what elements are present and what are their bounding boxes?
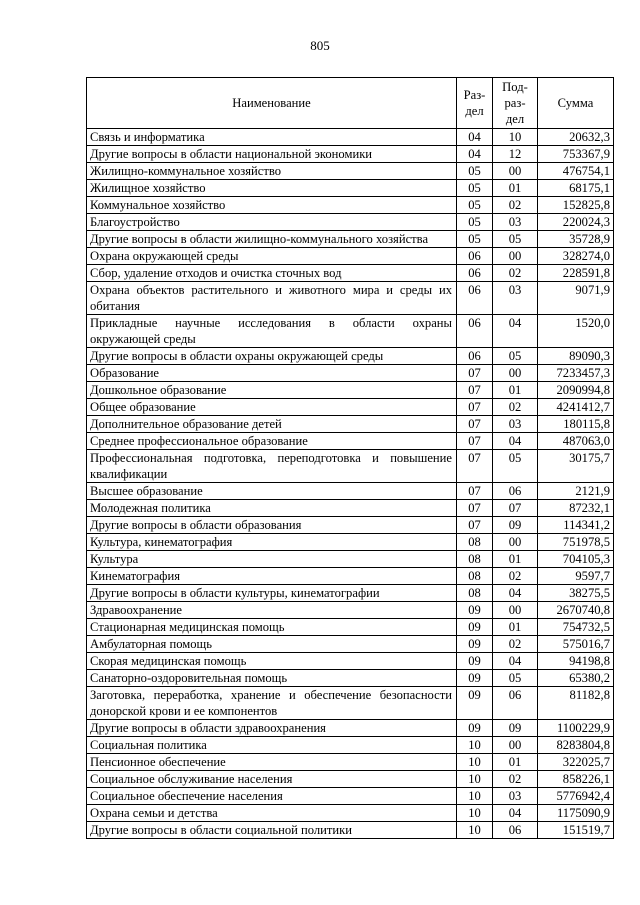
razdel-cell: 07 — [457, 433, 493, 450]
name-cell: Жилищно-коммунальное хозяйство — [87, 163, 457, 180]
podrazdel-cell: 02 — [493, 265, 538, 282]
podrazdel-cell: 00 — [493, 534, 538, 551]
table-row — [87, 737, 614, 754]
sum-cell: 9071,9 — [538, 282, 614, 315]
razdel-cell: 10 — [457, 771, 493, 788]
razdel-cell: 04 — [457, 146, 493, 163]
podrazdel-cell: 01 — [493, 619, 538, 636]
name-cell: Заготовка, переработка, хранение и обеспечение безопасности донорской крови и ее компонентов — [87, 687, 457, 720]
podrazdel-cell: 03 — [493, 416, 538, 433]
sum-cell: 114341,2 — [538, 517, 614, 534]
razdel-cell: 05 — [457, 214, 493, 231]
name-cell: Охрана окружающей среды — [87, 248, 457, 265]
table-row — [87, 282, 614, 315]
table-row — [87, 214, 614, 231]
table-row — [87, 822, 614, 839]
header-razdel — [457, 78, 493, 129]
podrazdel-cell: 09 — [493, 720, 538, 737]
razdel-cell: 07 — [457, 382, 493, 399]
name-cell: Скорая медицинская помощь — [87, 653, 457, 670]
sum-cell: 751978,5 — [538, 534, 614, 551]
table-row — [87, 636, 614, 653]
table-body — [87, 129, 614, 839]
name-cell: Другие вопросы в области охраны окружающей среды — [87, 348, 457, 365]
table-row — [87, 163, 614, 180]
name-cell: Культура — [87, 551, 457, 568]
razdel-cell: 05 — [457, 197, 493, 214]
razdel-cell: 09 — [457, 720, 493, 737]
sum-cell: 30175,7 — [538, 450, 614, 483]
podrazdel-cell: 02 — [493, 399, 538, 416]
name-cell: Другие вопросы в области культуры, кинематографии — [87, 585, 457, 602]
podrazdel-cell: 00 — [493, 602, 538, 619]
sum-cell: 1175090,9 — [538, 805, 614, 822]
name-cell: Другие вопросы в области образования — [87, 517, 457, 534]
sum-cell: 20632,3 — [538, 129, 614, 146]
razdel-cell: 09 — [457, 670, 493, 687]
page-number: 805 — [310, 38, 330, 53]
name-cell: Стационарная медицинская помощь — [87, 619, 457, 636]
table-row — [87, 754, 614, 771]
table-row — [87, 805, 614, 822]
table-row — [87, 146, 614, 163]
podrazdel-cell: 01 — [493, 551, 538, 568]
razdel-cell: 08 — [457, 534, 493, 551]
table-row — [87, 771, 614, 788]
table-row — [87, 687, 614, 720]
sum-cell: 7233457,3 — [538, 365, 614, 382]
podrazdel-cell: 09 — [493, 517, 538, 534]
podrazdel-cell: 03 — [493, 282, 538, 315]
table-row — [87, 534, 614, 551]
sum-cell: 38275,5 — [538, 585, 614, 602]
sum-cell: 2670740,8 — [538, 602, 614, 619]
sum-cell: 152825,8 — [538, 197, 614, 214]
podrazdel-cell: 02 — [493, 568, 538, 585]
sum-cell: 4241412,7 — [538, 399, 614, 416]
razdel-cell: 05 — [457, 231, 493, 248]
podrazdel-cell: 05 — [493, 231, 538, 248]
sum-cell: 180115,8 — [538, 416, 614, 433]
podrazdel-cell: 12 — [493, 146, 538, 163]
name-cell: Социальная политика — [87, 737, 457, 754]
header-sum: Сумма — [538, 78, 614, 129]
table-row — [87, 500, 614, 517]
table-row — [87, 568, 614, 585]
name-cell: Среднее профессиональное образование — [87, 433, 457, 450]
podrazdel-cell: 03 — [493, 214, 538, 231]
table-row — [87, 670, 614, 687]
name-cell: Молодежная политика — [87, 500, 457, 517]
name-cell: Санаторно-оздоровительная помощь — [87, 670, 457, 687]
razdel-cell: 08 — [457, 551, 493, 568]
podrazdel-cell: 01 — [493, 754, 538, 771]
name-cell: Связь и информатика — [87, 129, 457, 146]
header-podrazdel-line-1: Под- — [502, 80, 528, 94]
sum-cell: 87232,1 — [538, 500, 614, 517]
podrazdel-cell: 00 — [493, 248, 538, 265]
razdel-cell: 06 — [457, 315, 493, 348]
razdel-cell: 08 — [457, 585, 493, 602]
table-row — [87, 602, 614, 619]
table-row — [87, 399, 614, 416]
header-podrazdel-line-3: дел — [505, 112, 525, 126]
sum-cell: 704105,3 — [538, 551, 614, 568]
podrazdel-cell: 02 — [493, 197, 538, 214]
razdel-cell: 04 — [457, 129, 493, 146]
razdel-cell: 07 — [457, 517, 493, 534]
name-cell: Другие вопросы в области жилищно-коммунального хозяйства — [87, 231, 457, 248]
razdel-cell: 06 — [457, 265, 493, 282]
table-row — [87, 483, 614, 500]
razdel-cell: 09 — [457, 636, 493, 653]
razdel-cell: 07 — [457, 450, 493, 483]
podrazdel-cell: 06 — [493, 822, 538, 839]
table-row — [87, 433, 614, 450]
table-row — [87, 653, 614, 670]
podrazdel-cell: 05 — [493, 670, 538, 687]
sum-cell: 89090,3 — [538, 348, 614, 365]
table-row — [87, 348, 614, 365]
razdel-cell: 09 — [457, 602, 493, 619]
name-cell: Охрана объектов растительного и животного мира и среды их обитания — [87, 282, 457, 315]
razdel-cell: 09 — [457, 619, 493, 636]
sum-cell: 151519,7 — [538, 822, 614, 839]
razdel-cell: 07 — [457, 365, 493, 382]
name-cell: Высшее образование — [87, 483, 457, 500]
sum-cell: 575016,7 — [538, 636, 614, 653]
razdel-cell: 10 — [457, 737, 493, 754]
podrazdel-cell: 00 — [493, 737, 538, 754]
podrazdel-cell: 02 — [493, 771, 538, 788]
sum-cell: 35728,9 — [538, 231, 614, 248]
name-cell: Образование — [87, 365, 457, 382]
podrazdel-cell: 06 — [493, 687, 538, 720]
header-razdel-line-2: дел — [465, 104, 484, 118]
name-cell: Социальное обеспечение населения — [87, 788, 457, 805]
sum-cell: 94198,8 — [538, 653, 614, 670]
table-row — [87, 450, 614, 483]
sum-cell: 322025,7 — [538, 754, 614, 771]
table-row — [87, 517, 614, 534]
table-row — [87, 619, 614, 636]
table-row — [87, 197, 614, 214]
sum-cell: 228591,8 — [538, 265, 614, 282]
razdel-cell: 09 — [457, 687, 493, 720]
sum-cell: 2090994,8 — [538, 382, 614, 399]
razdel-cell: 10 — [457, 788, 493, 805]
table-row — [87, 720, 614, 737]
name-cell: Другие вопросы в области национальной экономики — [87, 146, 457, 163]
podrazdel-cell: 04 — [493, 433, 538, 450]
razdel-cell: 08 — [457, 568, 493, 585]
header-podrazdel — [493, 78, 538, 129]
razdel-cell: 10 — [457, 805, 493, 822]
table-row — [87, 788, 614, 805]
razdel-cell: 09 — [457, 653, 493, 670]
razdel-cell: 05 — [457, 180, 493, 197]
table-row — [87, 315, 614, 348]
sum-cell: 476754,1 — [538, 163, 614, 180]
sum-cell: 220024,3 — [538, 214, 614, 231]
podrazdel-cell: 03 — [493, 788, 538, 805]
header-podrazdel-line-2: раз- — [504, 96, 526, 110]
header-razdel-line-1: Раз- — [463, 88, 486, 102]
sum-cell: 81182,8 — [538, 687, 614, 720]
razdel-cell: 05 — [457, 163, 493, 180]
podrazdel-cell: 05 — [493, 348, 538, 365]
sum-cell: 487063,0 — [538, 433, 614, 450]
razdel-cell: 10 — [457, 822, 493, 839]
razdel-cell: 07 — [457, 483, 493, 500]
sum-cell: 65380,2 — [538, 670, 614, 687]
razdel-cell: 10 — [457, 754, 493, 771]
table-row — [87, 180, 614, 197]
podrazdel-cell: 04 — [493, 585, 538, 602]
name-cell: Другие вопросы в области здравоохранения — [87, 720, 457, 737]
sum-cell: 9597,7 — [538, 568, 614, 585]
razdel-cell: 07 — [457, 416, 493, 433]
name-cell: Культура, кинематография — [87, 534, 457, 551]
table-row — [87, 129, 614, 146]
sum-cell: 754732,5 — [538, 619, 614, 636]
sum-cell: 68175,1 — [538, 180, 614, 197]
name-cell: Сбор, удаление отходов и очистка сточных вод — [87, 265, 457, 282]
name-cell: Прикладные научные исследования в области охраны окружающей среды — [87, 315, 457, 348]
sum-cell: 1520,0 — [538, 315, 614, 348]
name-cell: Жилищное хозяйство — [87, 180, 457, 197]
name-cell: Социальное обслуживание населения — [87, 771, 457, 788]
podrazdel-cell: 01 — [493, 382, 538, 399]
razdel-cell: 06 — [457, 348, 493, 365]
table-row — [87, 585, 614, 602]
razdel-cell: 07 — [457, 500, 493, 517]
name-cell: Общее образование — [87, 399, 457, 416]
name-cell: Кинематография — [87, 568, 457, 585]
budget-table — [86, 77, 614, 839]
podrazdel-cell: 04 — [493, 805, 538, 822]
podrazdel-cell: 05 — [493, 450, 538, 483]
name-cell: Коммунальное хозяйство — [87, 197, 457, 214]
podrazdel-cell: 02 — [493, 636, 538, 653]
podrazdel-cell: 01 — [493, 180, 538, 197]
sum-cell: 858226,1 — [538, 771, 614, 788]
table-header-row — [87, 78, 614, 129]
header-name: Наименование — [87, 78, 457, 129]
name-cell: Благоустройство — [87, 214, 457, 231]
podrazdel-cell: 00 — [493, 163, 538, 180]
table-row — [87, 231, 614, 248]
podrazdel-cell: 07 — [493, 500, 538, 517]
sum-cell: 2121,9 — [538, 483, 614, 500]
razdel-cell: 07 — [457, 399, 493, 416]
table-row — [87, 365, 614, 382]
name-cell: Дошкольное образование — [87, 382, 457, 399]
table-row — [87, 265, 614, 282]
sum-cell: 328274,0 — [538, 248, 614, 265]
sum-cell: 753367,9 — [538, 146, 614, 163]
table-row — [87, 248, 614, 265]
podrazdel-cell: 10 — [493, 129, 538, 146]
name-cell: Охрана семьи и детства — [87, 805, 457, 822]
name-cell: Амбулаторная помощь — [87, 636, 457, 653]
name-cell: Другие вопросы в области социальной политики — [87, 822, 457, 839]
razdel-cell: 06 — [457, 248, 493, 265]
sum-cell: 5776942,4 — [538, 788, 614, 805]
name-cell: Профессиональная подготовка, переподготовка и повышение квалификации — [87, 450, 457, 483]
name-cell: Пенсионное обеспечение — [87, 754, 457, 771]
name-cell: Здравоохранение — [87, 602, 457, 619]
table-row — [87, 416, 614, 433]
sum-cell: 1100229,9 — [538, 720, 614, 737]
table-row — [87, 382, 614, 399]
razdel-cell: 06 — [457, 282, 493, 315]
name-cell: Дополнительное образование детей — [87, 416, 457, 433]
sum-cell: 8283804,8 — [538, 737, 614, 754]
podrazdel-cell: 04 — [493, 653, 538, 670]
podrazdel-cell: 04 — [493, 315, 538, 348]
podrazdel-cell: 06 — [493, 483, 538, 500]
table-row — [87, 551, 614, 568]
podrazdel-cell: 00 — [493, 365, 538, 382]
